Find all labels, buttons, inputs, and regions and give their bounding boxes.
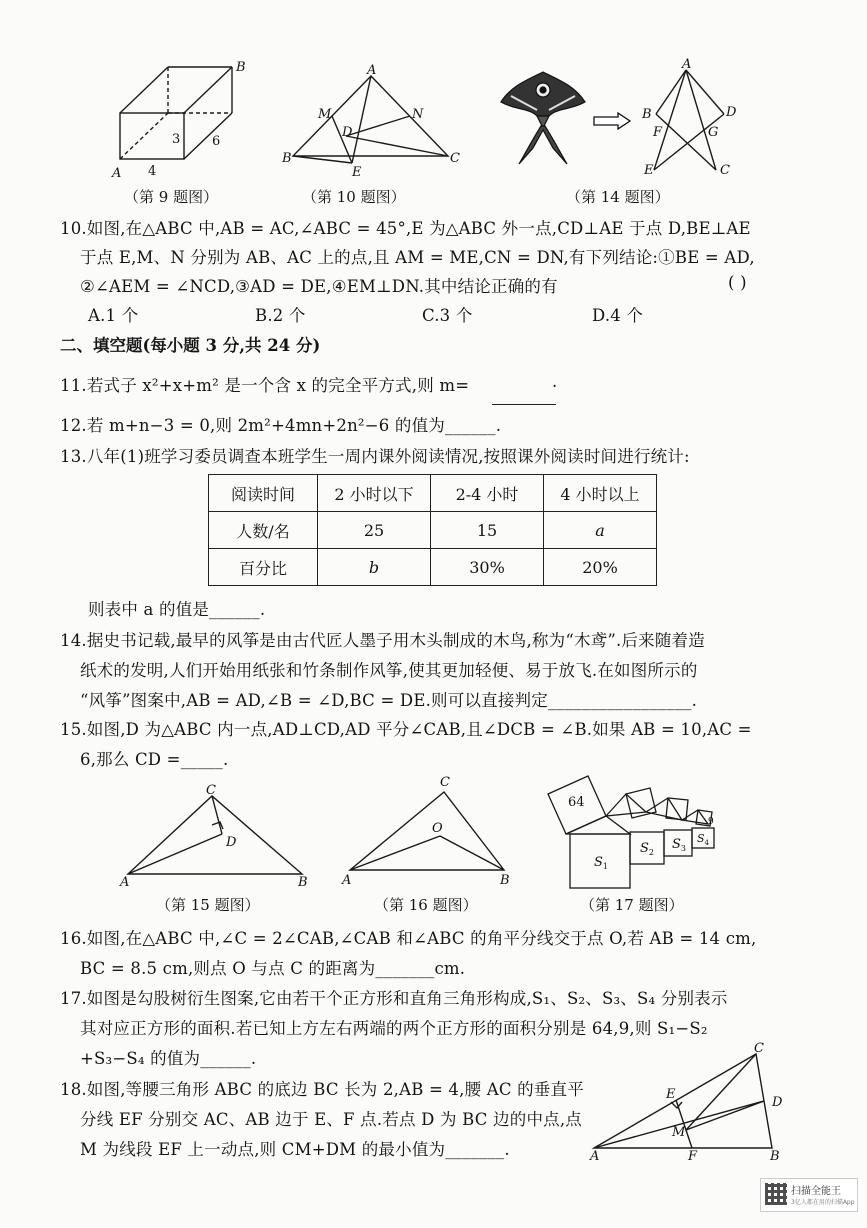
fig18-label-m: M (672, 1125, 686, 1140)
q18-line-1: 18.如图,等腰三角形 ABC 的底边 BC 长为 2,AB = 4,腰 AC 的垂直平 (60, 1080, 584, 1099)
figure-10-caption: （第 10 题图） (302, 188, 406, 206)
fig10-label-m: M (318, 107, 332, 122)
table-cell: 25 (318, 512, 431, 549)
figure-10-triangle (278, 62, 463, 182)
q10-line-2: 于点 E,M、N 分别为 AB、AC 上的点,且 AM = ME,CN = DN,有下列结论:①BE = AD, (80, 248, 755, 267)
fig10-label-d: D (342, 125, 353, 140)
section-2-heading: 二、填空题(每小题 3 分,共 24 分) (60, 336, 321, 355)
fig17-label-9: 9 (708, 817, 714, 827)
q10-option-b: B.2 个 (255, 306, 306, 325)
figure-9-cuboid (100, 55, 260, 185)
q14-line-1: 14.据史书记载,最早的风筝是由古代匠人墨子用木头制成的木鸟,称为“木鸢”.后来随着造 (60, 631, 705, 650)
q17-line-1: 17.如图是勾股树衍生图案,它由若干个正方形和直角三角形构成,S₁、S₂、S₃、S₄ 分别表示 (60, 989, 728, 1008)
fig17-label-s3: $S_3$ (672, 837, 686, 853)
reading-time-table (208, 474, 657, 586)
q16-line-1: 16.如图,在△ABC 中,∠C = 2∠CAB,∠CAB 和∠ABC 的角平分线交于点 O,若 AB = 14 cm, (60, 929, 757, 948)
fig16-label-o: O (432, 821, 443, 836)
fig16-label-b: B (500, 873, 510, 888)
scanner-watermark (760, 1178, 858, 1212)
fig16-label-c: C (440, 775, 450, 790)
q16-line-2: BC = 8.5 cm,则点 O 与点 C 的距离为_______cm. (80, 959, 466, 978)
table-row (209, 549, 657, 586)
q17-line-3: +S₃−S₄ 的值为______. (80, 1049, 257, 1068)
q18-line-2: 分线 EF 分别交 AC、AB 边于 E、F 点.若点 D 为 BC 边的中点,点 (80, 1110, 582, 1129)
fig9-label-height: 3 (172, 132, 181, 147)
q18-line-3: M 为线段 EF 上一动点,则 CM+DM 的最小值为_______. (80, 1140, 510, 1159)
fig9-label-a: A (112, 166, 122, 181)
table-cell: 20% (544, 549, 657, 586)
q13-followup: 则表中 a 的值是______. (88, 600, 266, 619)
q11-answer-blank (492, 404, 556, 405)
fig10-label-a: A (367, 63, 377, 78)
fig14-label-e: E (644, 163, 654, 178)
q13-text: 13.八年(1)班学习委员调查本班学生一周内课外阅读情况,按照课外阅读时间进行统计: (60, 447, 690, 466)
figure-18-isosceles-triangle (584, 1042, 794, 1166)
fig18-label-b: B (770, 1149, 780, 1164)
fig10-label-c: C (450, 151, 460, 166)
q17-line-2: 其对应正方形的面积.若已知上方左右两端的两个正方形的面积分别是 64,9,则 S₁−S₂ (80, 1019, 708, 1038)
fig9-label-b: B (236, 60, 246, 75)
fig16-label-a: A (342, 873, 352, 888)
fig14-label-c: C (720, 163, 730, 178)
q14-line-2: 纸术的发明,人们开始用纸张和竹条制作风筝,使其更加轻便、易于放飞.在如图所示的 (80, 661, 698, 680)
figure-14-caption: （第 14 题图） (566, 188, 670, 206)
q15-line-2: 6,那么 CD =_____. (80, 750, 229, 769)
fig10-label-n: N (412, 107, 424, 122)
table-row (209, 512, 657, 549)
q10-line-3: ②∠AEM = ∠NCD,③AD = DE,④EM⊥DN.其中结论正确的有 (80, 277, 558, 296)
fig15-label-d: D (226, 835, 237, 850)
fig14-label-d: D (726, 105, 737, 120)
table-cell: 15 (431, 512, 544, 549)
table-cell: 百分比 (209, 549, 318, 586)
arrow-icon (592, 112, 632, 130)
fig17-label-s4: $S_4$ (697, 832, 710, 847)
fig17-label-64: 64 (568, 795, 585, 810)
q10-option-a: A.1 个 (88, 306, 139, 325)
table-header-row (209, 475, 657, 512)
fig14-label-b: B (642, 107, 652, 122)
figure-9-caption: （第 9 题图） (124, 188, 219, 206)
fig9-label-width: 4 (148, 164, 157, 179)
watermark-title: 扫描全能王 (791, 1186, 841, 1197)
figure-17-pythagoras-tree (540, 770, 730, 890)
figure-15-triangle (112, 782, 317, 894)
q15-line-1: 15.如图,D 为△ABC 内一点,AD⊥CD,AD 平分∠CAB,且∠DCB = ∠B.如果 AB = 10,AC = (60, 720, 752, 739)
fig18-label-c: C (754, 1042, 764, 1056)
kite-image (497, 64, 589, 168)
figure-16-triangle (336, 772, 526, 892)
table-header-cell: 阅读时间 (209, 475, 318, 512)
fig17-label-s2: $S_2$ (640, 841, 654, 857)
q14-line-3: “风筝”图案中,AB = AD,∠B = ∠D,BC = DE.则可以直接判定_________________. (80, 691, 698, 710)
q10-option-c: C.3 个 (422, 306, 473, 325)
fig14-label-f: F (653, 125, 663, 140)
figure-14-kite-diagram (628, 56, 748, 182)
table-header-cell: 2 小时以下 (318, 475, 431, 512)
fig18-label-f: F (688, 1149, 698, 1164)
fig9-label-depth: 6 (212, 134, 221, 149)
fig10-label-b: B (282, 151, 292, 166)
table-cell: b (318, 549, 431, 586)
q10-option-d: D.4 个 (592, 306, 644, 325)
fig10-label-e: E (352, 165, 362, 180)
table-header-cell: 2-4 小时 (431, 475, 544, 512)
table-cell: 人数/名 (209, 512, 318, 549)
figure-16-caption: （第 16 题图） (374, 896, 478, 914)
qr-code-icon (765, 1183, 787, 1205)
q10-line-1: 10.如图,在△ABC 中,AB = AC,∠ABC = 45°,E 为△ABC 外一点,CD⊥AE 于点 D,BE⊥AE (60, 219, 751, 238)
figure-17-caption: （第 17 题图） (580, 896, 684, 914)
table-header-cell: 4 小时以上 (544, 475, 657, 512)
fig18-label-d: D (772, 1095, 783, 1110)
fig15-label-b: B (298, 875, 308, 890)
fig15-label-a: A (120, 875, 130, 890)
table-cell: 30% (431, 549, 544, 586)
table-cell: a (544, 512, 657, 549)
figure-15-caption: （第 15 题图） (156, 896, 260, 914)
q11-text: 11.若式子 x²+x+m² 是一个含 x 的完全平方式,则 m= (60, 376, 470, 395)
fig18-label-e: E (666, 1087, 676, 1102)
fig14-label-g: G (708, 125, 719, 140)
watermark-subtitle: 3亿人都在用的扫描App (791, 1199, 855, 1206)
q10-answer-bracket: ( ) (728, 273, 747, 292)
q11-period: . (552, 372, 558, 391)
fig14-label-a: A (682, 57, 692, 72)
q12-text: 12.若 m+n−3 = 0,则 2m²+4mn+2n²−6 的值为______. (60, 416, 502, 435)
fig18-label-a: A (590, 1149, 600, 1164)
fig15-label-c: C (206, 783, 216, 798)
fig17-label-s1: $S_1$ (594, 855, 608, 871)
